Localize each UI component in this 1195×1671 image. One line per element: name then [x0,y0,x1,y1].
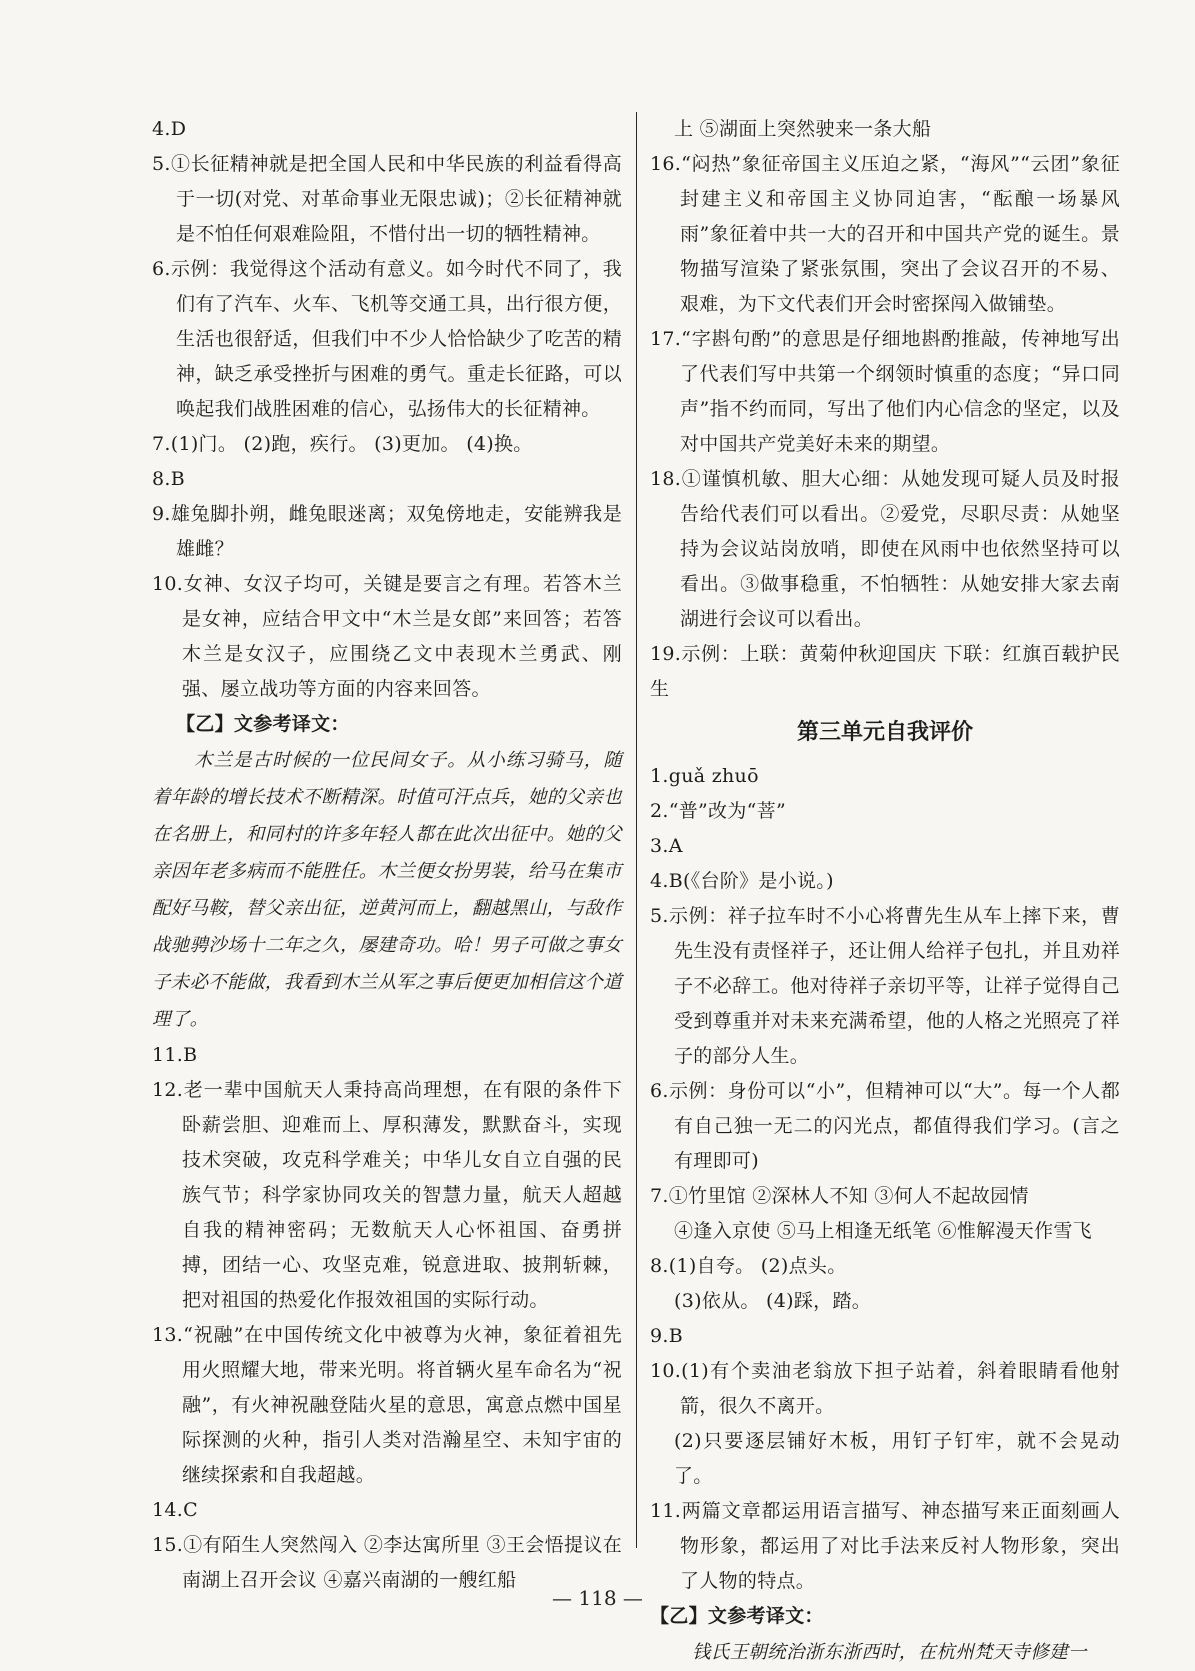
answer-4: 4.D [152,118,187,140]
unit3-answer-4: 4.B(《台阶》是小说。) [650,870,834,892]
answer-19: 19.示例：上联：黄菊仲秋迎国庆 下联：红旗百载护民生 [650,643,1120,700]
yi-translation-label: 【乙】文参考译文： [176,713,350,735]
answer-5: 5.①长征精神就是把全国人民和中华民族的利益看得高于一切(对党、对革命事业无限忠诚)；②长征精神就是不怕任何艰难险阻，不惜付出一切的牺牲精神。 [152,153,622,245]
answer-10: 10.女神、女汉子均可，关键是要言之有理。若答木兰是女神，应结合甲文中“木兰是女郎”来回答；若答木兰是女汉子，应围绕乙文中表现木兰勇武、刚强、屡立战功等方面的内容来回答。 [152,573,622,700]
unit3-yi-translation-label: 【乙】文参考译文： [650,1605,824,1627]
unit3-answer-11: 11.两篇文章都运用语言描写、神态描写来正面刻画人物形象，都运用了对比手法来反衬人物形象，突出了人物的特点。 [650,1500,1120,1592]
unit3-answer-8-line1: 8.(1)自夸。 (2)点头。 [650,1255,847,1277]
unit3-answer-10-part1: 10.(1)有个卖油老翁放下担子站着，斜着眼睛看他射箭，很久不离开。 [650,1360,1120,1417]
page-number: — 118 — [552,1586,643,1610]
unit3-answer-6: 6.示例：身份可以“小”，但精神可以“大”。每一个人都有自己独一无二的闪光点，都值得我们学习。(言之有理即可) [650,1080,1120,1172]
section-title: 第三单元自我评价 [796,720,973,745]
unit3-yi-translation-text: 钱氏王朝统治浙东浙西时，在杭州梵天寺修建一 [692,1642,1087,1663]
answer-11: 11.B [152,1044,198,1066]
unit3-answer-9: 9.B [650,1325,683,1347]
unit3-answer-8-line2: (3)依从。 (4)踩，踏。 [674,1290,872,1312]
answer-7: 7.(1)门。 (2)跑，疾行。 (3)更加。 (4)换。 [152,433,533,455]
answer-17: 17.“字斟句酌”的意思是仔细地斟酌推敲，传神地写出了代表们写中共第一个纲领时慎重的态度；“异口同声”指不约而同，写出了他们内心信念的坚定，以及对中国共产党美好未来的期望。 [650,328,1120,455]
answer-16: 16.“闷热”象征帝国主义压迫之紧，“海风”“云团”象征封建主义和帝国主义协同迫害，“酝酿一场暴风雨”象征着中共一大的召开和中国共产党的诞生。景物描写渲染了紧张氛围，突出了会议召开的不易、艰难，为下文代表们开会时密探闯入做铺垫。 [650,153,1120,315]
answer-6: 6.示例：我觉得这个活动有意义。如今时代不同了，我们有了汽车、火车、飞机等交通工具，出行很方便，生活也很舒适，但我们中不少人恰恰缺少了吃苦的精神，缺乏承受挫折与困难的勇气。重走长征路，可以唤起我们战胜困难的信心，弘扬伟大的长征精神。 [152,258,622,420]
unit3-answer-2: 2.“普”改为“菩” [650,800,786,822]
answer-15: 15.①有陌生人突然闯入 ②李达寓所里 ③王会悟提议在南湖上召开会议 ④嘉兴南湖的一艘红船 [152,1534,622,1591]
answer-9: 9.雄兔脚扑朔，雌兔眼迷离；双兔傍地走，安能辨我是雄雌？ [152,503,622,560]
answer-12: 12.老一辈中国航天人秉持高尚理想，在有限的条件下卧薪尝胆、迎难而上、厚积薄发，默默奋斗，实现技术突破，攻克科学难关；中华儿女自立自强的民族气节；科学家协同攻关的智慧力量，航天人超越自我的精神密码；无数航天人心怀祖国、奋勇拼搏，团结一心、攻坚克难，锐意进取、披荆斩棘，把对祖国的热爱化作报效祖国的实际行动。 [152,1079,622,1311]
answer-14: 14.C [152,1499,198,1521]
answer-18: 18.①谨慎机敏、胆大心细：从她发现可疑人员及时报告给代表们可以看出。②爱党，尽职尽责：从她坚持为会议站岗放哨，即使在风雨中也依然坚持可以看出。③做事稳重，不怕牺牲：从她安排大家去南湖进行会议可以看出。 [650,468,1120,630]
unit3-answer-7-line2: ④逢入京使 ⑤马上相逢无纸笔 ⑥惟解漫天作雪飞 [674,1220,1092,1242]
right-column [650,112,1120,1671]
left-column [152,112,622,1598]
unit3-answer-3: 3.A [650,835,683,857]
answer-8: 8.B [152,468,185,490]
unit3-answer-7-line1: 7.①竹里馆 ②深林人不知 ③何人不起故园情 [650,1185,1029,1207]
column-divider [636,112,637,1548]
answer-15-continued: 上 ⑤湖面上突然驶来一条大船 [674,118,932,140]
unit3-answer-1: 1.guǎ zhuō [650,765,759,787]
unit3-answer-5: 5.示例：祥子拉车时不小心将曹先生从车上摔下来，曹先生没有责怪祥子，还让佣人给祥子包扎，并且劝祥子不必辞工。他对待祥子亲切平等，让祥子觉得自己受到尊重并对未来充满希望，他的人格之光照亮了祥子的部分人生。 [650,905,1120,1067]
answer-13: 13.“祝融”在中国传统文化中被尊为火神，象征着祖先用火照耀大地，带来光明。将首辆火星车命名为“祝融”，有火神祝融登陆火星的意思，寓意点燃中国星际探测的火种，指引人类对浩瀚星空、未知宇宙的继续探索和自我超越。 [152,1324,622,1486]
yi-translation-text: 木兰是古时候的一位民间女子。从小练习骑马，随着年龄的增长技术不断精深。时值可汗点兵，她的父亲也在名册上，和同村的许多年轻人都在此次出征中。她的父亲因年老多病而不能胜任。木兰便女扮男装，给马在集市配好马鞍，替父亲出征，逆黄河而上，翻越黑山，与敌作战驰骋沙场十二年之久，屡建奇功。哈！男子可做之事女子未必不能做，我看到木兰从军之事后便更加相信这个道理了。 [152,750,623,1030]
unit3-answer-10-part2: (2)只要逐层铺好木板，用钉子钉牢，就不会晃动了。 [674,1430,1120,1487]
